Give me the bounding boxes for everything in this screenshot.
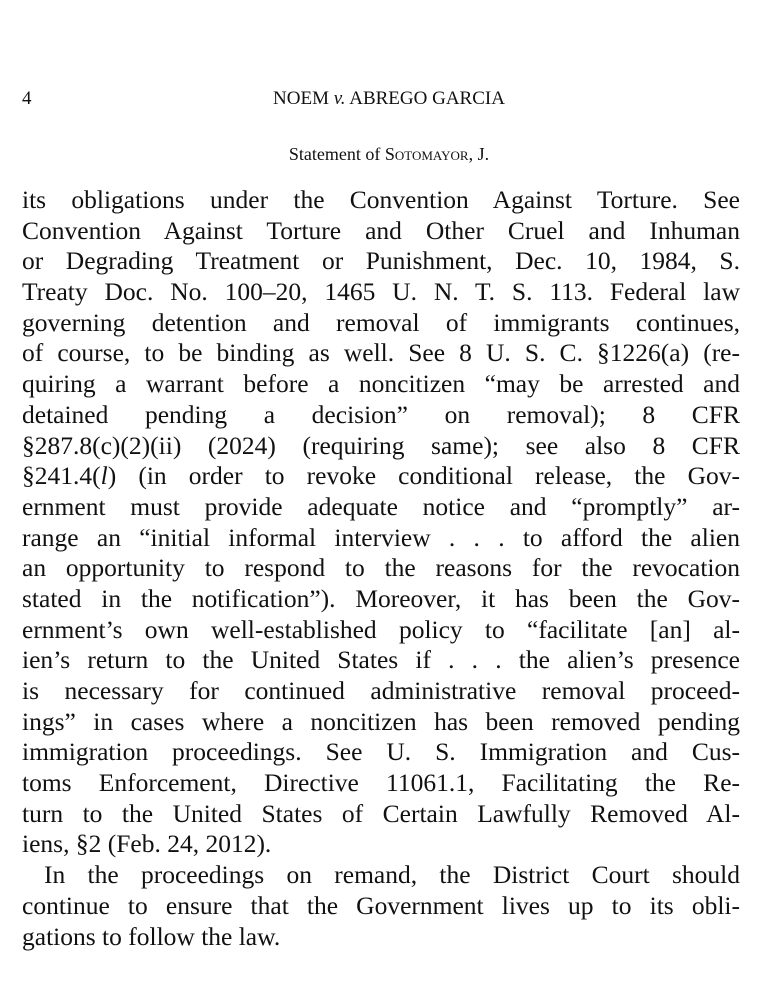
text-line [22, 431, 740, 462]
text-line [22, 553, 740, 584]
text-segment: ) (in order to revoke conditional release, the Gov- [107, 461, 740, 491]
text-line [22, 737, 740, 768]
text-segment: ernment’s own well-established policy to “facilitate [an] al- [22, 614, 740, 644]
text-line [22, 246, 740, 277]
text-line [22, 185, 740, 216]
text-line [22, 523, 740, 554]
text-line [22, 891, 740, 922]
text-segment: toms Enforcement, Directive 11061.1, Facilitating the Re- [22, 768, 740, 798]
text-segment: range an “initial informal interview . . . to afford the alien [22, 522, 740, 552]
text-line [22, 308, 740, 339]
text-segment: ien’s return to the United States if . . . the alien’s presence [22, 645, 740, 675]
text-line [22, 369, 740, 400]
paragraph [22, 185, 740, 860]
text-line [22, 768, 740, 799]
text-line [22, 829, 740, 860]
text-segment: is necessary for continued administrative removal proceed- [22, 676, 740, 705]
case-title-versus: v. [333, 88, 346, 109]
text-line [22, 799, 740, 830]
text-segment: or Degrading Treatment or Punishment, Dec. 10, 1984, S. [22, 246, 740, 276]
text-line [22, 922, 740, 953]
text-line [22, 615, 740, 646]
text-line [22, 277, 740, 308]
statement-prefix: Statement of [288, 144, 385, 164]
opinion-body [22, 185, 740, 952]
case-title-part: ABREGO GARCIA [345, 88, 505, 109]
text-segment: turn to the United States of Certain Lawfully Removed Al- [22, 798, 740, 828]
text-line [22, 645, 740, 676]
statement-suffix: , J. [468, 144, 490, 164]
text-segment: §241.4( [22, 461, 101, 491]
text-line [22, 216, 740, 247]
statement-heading [0, 144, 778, 165]
text-segment: In the proceedings on remand, the District Court should [44, 860, 740, 890]
text-segment: Treaty Doc. No. 100–20, 1465 U. N. T. S. 113. Federal law [22, 277, 740, 307]
case-title-part: NOEM [273, 88, 334, 109]
text-segment: ings” in cases where a noncitizen has been removed pending [22, 706, 740, 736]
text-segment: detained pending a decision” on removal); 8 CFR [22, 399, 740, 429]
text-line [22, 707, 740, 738]
text-line [22, 400, 740, 431]
text-segment: Convention Against Torture and Other Cruel and Inhuman [22, 215, 740, 245]
text-segment: gations to follow the law. [22, 921, 281, 951]
text-segment: of course, to be binding as well. See 8 U. S. C. §1226(a) (re- [22, 338, 740, 368]
text-segment: §287.8(c)(2)(ii) (2024) (requiring same); see also 8 CFR [22, 430, 740, 460]
paragraph [22, 860, 740, 952]
text-line [22, 676, 740, 707]
text-line [22, 461, 740, 492]
justice-name: Sotomayor [384, 144, 469, 164]
text-line [22, 338, 740, 369]
text-segment: ernment must provide adequate notice and “promptly” ar- [22, 491, 740, 521]
text-segment: quiring a warrant before a noncitizen “may be arrested and [22, 369, 740, 399]
text-segment: an opportunity to respond to the reasons for the revocation [22, 553, 740, 583]
text-line [22, 860, 740, 891]
text-segment: its obligations under the Convention Against Torture. See [22, 185, 740, 214]
text-segment: stated in the notification”). Moreover, it has been the Gov- [22, 583, 740, 613]
running-head-case-title [0, 88, 778, 110]
text-segment: continue to ensure that the Government lives up to its obli- [22, 890, 740, 920]
text-line [22, 584, 740, 615]
text-line [22, 492, 740, 523]
text-segment: immigration proceedings. See U. S. Immigration and Cus- [22, 737, 740, 767]
text-segment: l [100, 461, 108, 491]
page-number: 4 [22, 88, 32, 109]
text-segment: iens, §2 (Feb. 24, 2012). [22, 829, 272, 859]
text-segment: governing detention and removal of immigrants continues, [22, 307, 740, 337]
